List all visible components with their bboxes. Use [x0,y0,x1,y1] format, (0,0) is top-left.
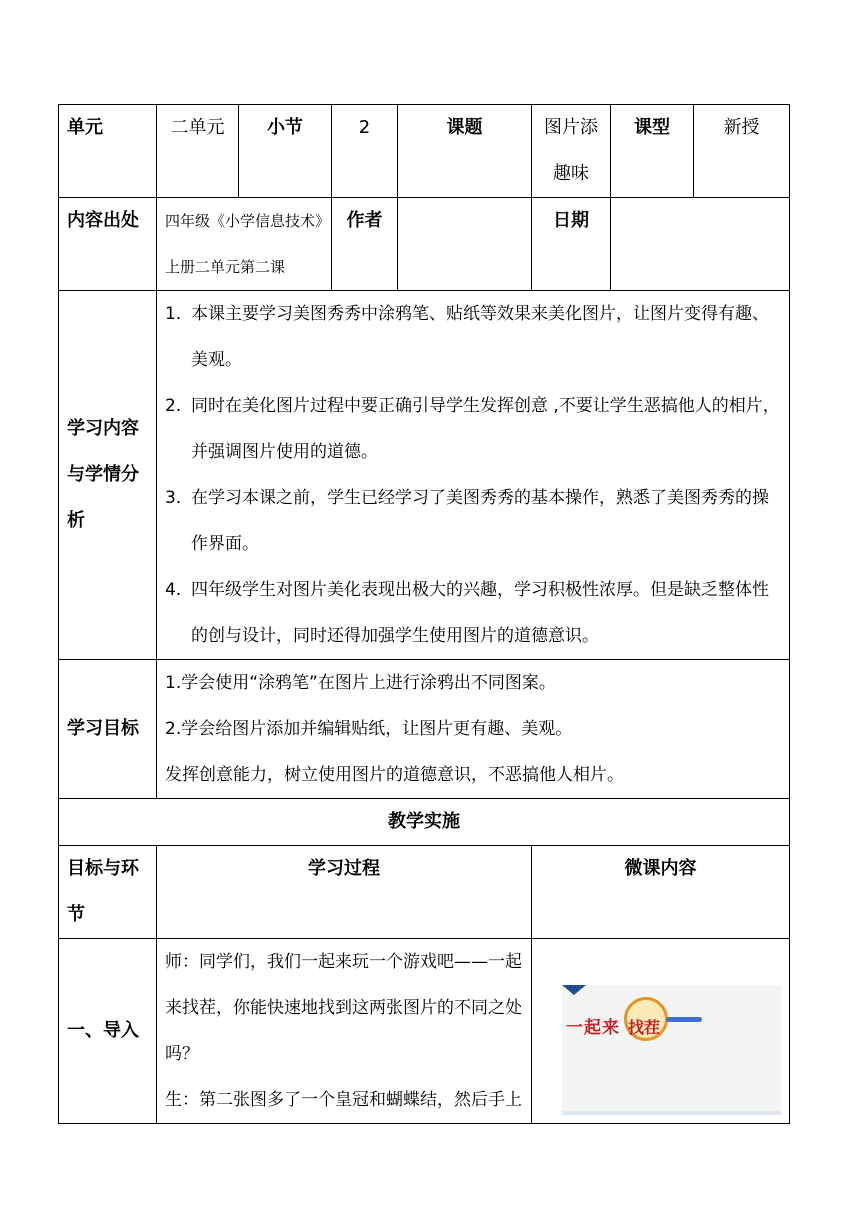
header-row-2 [59,198,790,291]
intro-stage: 一、导入 [59,939,157,1124]
goals-content [157,660,790,799]
stage-header: 目标与环节 [59,846,157,939]
thumbnail-title-lens: 找茬 [628,1018,661,1037]
topic-value: 图片添趣味 [532,105,611,198]
list-item: 4. 四年级学生对图片美化表现出极大的兴趣，学习积极性浓厚。但是缺乏整体性的创与设计，同时还得加强学生使用图片的道德意识。 [165,580,769,646]
intro-process [157,939,532,1124]
micro-header: 微课内容 [532,846,790,939]
corner-marker-icon [562,985,586,995]
lesson-plan-table [58,104,790,1124]
thumbnail-title: 一起来 [566,1018,620,1038]
source-label: 内容出处 [59,198,157,291]
intro-row [59,939,790,1124]
list-item: 1. 本课主要学习美图秀秀中涂鸦笔、贴纸等效果来美化图片，让图片变得有趣、美观。 [165,304,769,370]
type-value: 新授 [694,105,790,198]
implementation-title-row [59,799,790,846]
goals-row [59,660,790,799]
list-item: 3. 在学习本课之前，学生已经学习了美图秀秀的基本操作，熟悉了美图秀秀的操作界面。 [165,488,769,554]
date-value [611,198,790,291]
intro-student-line: 生：第二张图多了一个皇冠和蝴蝶结，然后手上 [165,1090,522,1110]
topic-label: 课题 [398,105,532,198]
analysis-content [157,291,790,660]
author-label: 作者 [332,198,398,291]
unit-label: 单元 [59,105,157,198]
magnifier-handle-icon [666,1017,702,1022]
process-header: 学习过程 [157,846,532,939]
intro-teacher-line: 师：同学们，我们一起来玩一个游戏吧——一起来找茬，你能快速地找到这两张图片的不同之处吗？ [165,952,522,1064]
micro-video-thumbnail[interactable] [562,985,781,1115]
thumbnail-footer [562,1111,781,1115]
goal-line: 2.学会给图片添加并编辑贴纸，让图片更有趣、美观。 [165,719,573,739]
source-value: 四年级《小学信息技术》上册二单元第二课 [157,198,332,291]
goal-line: 1.学会使用“涂鸦笔”在图片上进行涂鸦出不同图案。 [165,673,556,693]
intro-micro [532,939,790,1124]
header-row-1 [59,105,790,198]
analysis-label: 学习内容与学情分析 [59,291,157,660]
implementation-title: 教学实施 [59,799,790,846]
analysis-list [165,291,781,659]
goals-label: 学习目标 [59,660,157,799]
section-value: 2 [332,105,398,198]
author-value [398,198,532,291]
analysis-row [59,291,790,660]
implementation-header-row [59,846,790,939]
type-label: 课型 [611,105,694,198]
list-item: 2. 同时在美化图片过程中要正确引导学生发挥创意 ,不要让学生恶搞他人的相片，并强调图片使用的道德。 [165,396,780,462]
goal-line: 发挥创意能力，树立使用图片的道德意识，不恶搞他人相片。 [165,765,624,785]
unit-value: 二单元 [157,105,239,198]
date-label: 日期 [532,198,611,291]
section-label: 小节 [239,105,332,198]
